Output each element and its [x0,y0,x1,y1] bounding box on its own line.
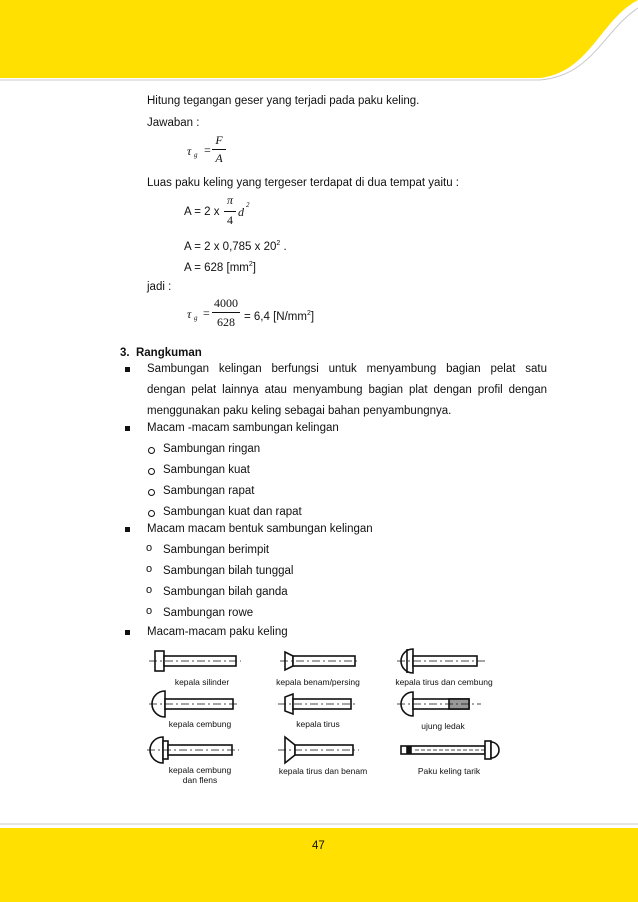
rivet-conical-domed-head-icon [397,649,485,673]
area-line2-end: . [280,240,287,253]
joint-type-item: Sambungan ringan [163,443,261,455]
formula-numerator: F [215,133,223,147]
bullet-square [125,630,130,635]
page-number: 47 [312,840,325,852]
bullet-o: o [146,563,153,575]
bullet-circle [148,468,155,475]
rivet-domed-head-icon [149,691,239,717]
equals-sign: = [204,143,211,157]
caption-pull-rivet: Paku keling tarik [417,766,481,776]
rivet-explosive-end-icon [397,692,481,716]
result-value [244,307,314,324]
summary-p1-line3: menggunakan paku keling sebagai bahan penyambungnya. [147,405,452,417]
footer-band [0,812,638,902]
bullet-circle [148,510,155,517]
rivet-domed-flanged-head-icon [147,737,239,763]
bullet-square [125,527,130,532]
rivet-conical-head-icon [278,694,357,714]
formula-denominator: A [215,151,223,165]
caption-explosive-end: ujung ledak [421,721,465,731]
result-fraction-bar [212,312,240,313]
rivet-cylinder-head-icon [149,651,241,671]
heading-text: Rangkuman [135,347,202,359]
bullet-o: o [146,542,153,554]
caption-domed-head: kepala cembung [168,719,232,729]
area-line3-exponent: 2 [248,261,253,268]
bullet-square [125,426,130,431]
joint-type-item: Sambungan rapat [163,485,255,497]
area-line3-end: ] [252,261,256,274]
caption-domed-flanged-1: kepala cembung [168,765,232,775]
d-exponent: 2 [246,201,250,209]
bullet-circle [148,489,155,496]
summary-p1-line1: Sambungan kelingan berfungsi untuk menyambung bagian pelat satu [147,363,547,375]
header-band [0,0,638,95]
caption-cylinder-head: kepala silinder [174,677,230,687]
rivet-pull-icon [401,741,499,759]
result-end: ] [310,310,315,323]
fraction-bar [212,149,226,150]
caption-conical-countersunk: kepala tirus dan benam [278,766,368,776]
joint-forms-label: Macam macam bentuk sambungan kelingan [147,523,373,535]
bullet-square [125,367,130,372]
equals-sign-2: = [203,306,210,320]
area-line2-text: A = 2 x 0,785 x 20 [184,240,277,253]
caption-conical-domed-head: kepala tirus dan cembung [395,677,493,687]
joint-types-label: Macam -macam sambungan kelingan [147,422,339,434]
rivet-countersunk-head-icon [280,652,359,670]
result-denominator: 628 [217,315,235,329]
rivet-types-figure [145,645,507,785]
joint-type-item: Sambungan kuat dan rapat [163,506,302,518]
bullet-o: o [146,605,153,617]
result-exponent: 2 [306,310,311,317]
joint-form-item: Sambungan berimpit [163,544,270,556]
four-denominator: 4 [227,213,233,227]
heading-number: 3. [120,347,130,359]
joint-form-item: Sambungan bilah tunggal [163,565,294,577]
rivet-types-label: Macam-macam paku keling [147,626,288,638]
area-text: Luas paku keling yang tergeser terdapat di dua tempat yaitu : [147,177,459,189]
caption-conical-head: kepala tirus [296,719,340,729]
calc-prompt: Hitung tegangan geser yang terjadi pada paku keling. [147,95,420,107]
tau-subscript-2: g [194,314,198,322]
summary-p1-line2: dengan pelat lainnya atau menyambung bagian plat dengan profil dengan [147,384,547,396]
area-line3 [184,258,256,275]
area-line3-text: A = 628 [mm [184,261,249,274]
header-yellow-shape [0,0,638,78]
jadi-label: jadi : [147,281,172,293]
summary-heading [120,346,202,360]
result-value-text: = 6,4 [N/mm [244,310,307,323]
area-line1-prefix: A = 2 x [184,206,220,218]
area-fraction-bar [224,211,236,212]
bullet-o: o [146,584,153,596]
answer-label: Jawaban : [147,117,200,129]
area-line2-exponent: 2 [276,240,281,247]
rivet-conical-countersunk-head-icon [278,737,359,763]
tau-symbol: τ [187,144,192,158]
caption-domed-flanged-2: dan flens [182,775,218,785]
caption-countersunk-head: kepala benam/persing [276,677,360,687]
joint-type-item: Sambungan kuat [163,464,250,476]
tau-symbol-2: τ [187,307,192,321]
pi-symbol: π [226,193,233,207]
joint-form-item: Sambungan rowe [163,607,254,619]
result-numerator: 4000 [214,296,238,310]
bullet-circle [148,447,155,454]
tau-subscript: g [194,151,198,159]
joint-form-item: Sambungan bilah ganda [163,586,288,598]
d-symbol: d [238,205,244,219]
area-line2 [184,237,287,254]
